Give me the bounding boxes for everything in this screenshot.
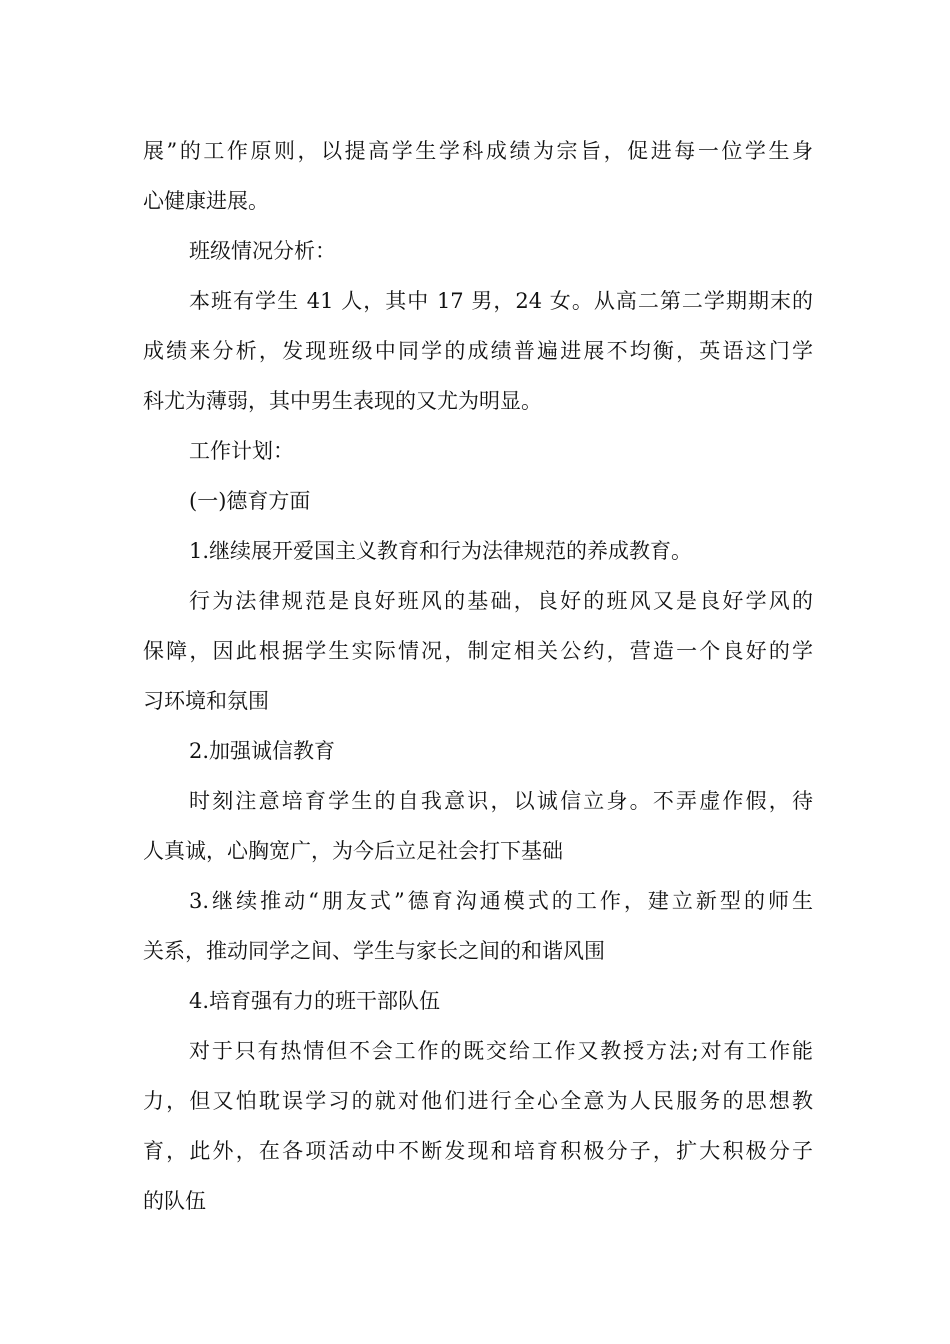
text-line: 关系，推动同学之间、学生与家长之间的和谐风围: [143, 939, 605, 963]
text-line: 力，但又怕耽误学习的就对他们进行全心全意为人民服务的思想教: [143, 1089, 813, 1113]
section-heading: 工作计划：: [189, 439, 294, 463]
text-line: 育，此外，在各项活动中不断发现和培育积极分子，扩大积极分子: [143, 1139, 813, 1163]
list-item-title: 1.继续展开爱国主义教育和行为法律规范的养成教育。: [189, 539, 693, 563]
list-item-title: 2.加强诚信教育: [189, 739, 336, 763]
text-line: 展”的工作原则，以提高学生学科成绩为宗旨，促进每一位学生身: [143, 139, 813, 163]
text-line: 成绩来分析，发现班级中同学的成绩普遍进展不均衡，英语这门学: [143, 339, 813, 363]
text-line: 保障，因此根据学生实际情况，制定相关公约，营造一个良好的学: [143, 639, 813, 663]
text-line: 本班有学生 41 人，其中 17 男，24 女。从高二第二学期期末的: [189, 289, 813, 313]
list-item-title: 4.培育强有力的班干部队伍: [189, 989, 441, 1013]
list-item-title: 3.继续推动“朋友式”德育沟通模式的工作，建立新型的师生: [189, 889, 813, 913]
text-line: 时刻注意培育学生的自我意识，以诚信立身。不弄虚作假，待: [189, 789, 813, 813]
text-line: 对于只有热情但不会工作的既交给工作又教授方法;对有工作能: [189, 1039, 813, 1063]
text-line: 人真诚，心胸宽广，为今后立足社会打下基础: [143, 839, 563, 863]
text-line: 习环境和氛围: [143, 689, 269, 713]
section-heading: 班级情况分析：: [189, 239, 336, 263]
text-line: 行为法律规范是良好班风的基础，良好的班风又是良好学风的: [189, 589, 813, 613]
subsection-heading: (一)德育方面: [189, 489, 311, 513]
text-line: 科尤为薄弱，其中男生表现的又尤为明显。: [143, 389, 542, 413]
text-line: 的队伍: [143, 1189, 206, 1213]
text-line: 心健康进展。: [143, 189, 269, 213]
